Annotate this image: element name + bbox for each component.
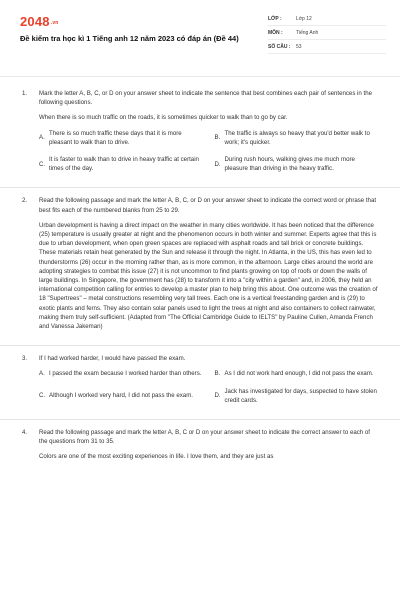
option-letter: C. — [39, 160, 46, 168]
reading-passage: Urban development is having a direct impact on the weather in many cities worldwide. It has been noticed that the difference (25) temperature is usually greater at night and the phenomenon occurs in both winter and summer. Experts agree that this is due to urban development, when open green spaces are replaced with asphalt roads and tall brick or concrete buildings. These materials retain heat generated by the Sun and release it through the night. In Atlanta, in the US, this has even led to thunderstorms (26) occur in the morning rather than, as is more common, in the afternoon. Large cities around the world are adopting strategies to combat this issue (27) it is not uncommon to find plants growing on top of roofs or down the walls of large buildings. In Singapore, the government has (28) to transform it into a "city within a garden" and, in 2006, they held an international competition calling for entries to develop a master plan to help bring this about. One outcome was the creation of 18 "Supertrees" – metal constructions resembling very tall trees. Each one is a vertical freestanding garden and is (29) to exotic plants and ferns. They also contain solar panels used to light the trees at night and also containers to collect rainwater, making them truly self-sufficient. (Adapted from "The Official Cambridge Guide to IELTS" by Pauline Cullen, Amanda French and Vanessa Jakeman) — [39, 221, 378, 331]
question-number: 2. — [22, 197, 28, 205]
option-d[interactable] — [215, 155, 379, 173]
question-prompt: Read the following passage and mark the letter A, B, C, or D on your answer sheet to indicate the correct word or phrase that best fits each of the numbered blanks from 25 to 29. — [39, 197, 377, 214]
question-body — [39, 196, 378, 337]
option-letter: B. — [214, 370, 221, 378]
option-text: Jack has investigated for days, suspected to have stolen credit cards. — [224, 387, 377, 404]
meta-row-count — [268, 40, 386, 54]
document-meta — [268, 12, 386, 68]
meta-label: SỐ CÂU : — [268, 43, 291, 50]
meta-label: LỚP : — [268, 15, 282, 22]
question-stem: When there is so much traffic on the roads, it is sometimes quicker to walk than to go by car. — [39, 114, 288, 122]
divider — [0, 419, 400, 420]
option-c[interactable] — [39, 155, 203, 173]
option-letter: D. — [214, 392, 221, 400]
question-1 — [22, 89, 378, 179]
meta-row-class — [268, 12, 386, 26]
option-letter: A. — [39, 370, 45, 378]
question-3 — [22, 354, 378, 411]
question-list — [0, 77, 400, 468]
option-c[interactable] — [39, 387, 203, 405]
question-prompt: If I had worked harder, I would have passed the exam. — [39, 355, 186, 363]
page-title: Đề kiểm tra học kì 1 Tiếng anh 12 năm 2023 có đáp án (Đề 44) — [20, 34, 239, 43]
option-letter: B. — [214, 134, 221, 142]
question-prompt: Mark the letter A, B, C, or D on your answer sheet to indicate the sentence that best combines each pair of sentences in the following questions. — [39, 90, 372, 107]
divider — [0, 345, 400, 346]
question-body — [39, 354, 378, 411]
option-b[interactable] — [215, 369, 379, 378]
meta-value: 53 — [296, 43, 302, 50]
site-logo[interactable] — [20, 14, 240, 29]
document-header — [0, 0, 400, 77]
question-body — [39, 428, 378, 468]
option-a[interactable] — [39, 369, 203, 378]
question-number: 1. — [22, 90, 28, 97]
option-a[interactable] — [39, 129, 203, 147]
reading-passage: Colors are one of the most exciting experiences in life. I love them, and they are just as — [39, 453, 274, 461]
option-text: During rush hours, walking gives me much more pleasure than driving in the heavy traffic. — [224, 156, 355, 173]
meta-row-subject — [268, 26, 386, 40]
meta-value: Tiếng Anh — [296, 29, 319, 36]
header-left — [20, 14, 240, 68]
option-text: The traffic is always so heavy that you'd better walk to work; it's quicker. — [224, 129, 370, 146]
option-text: There is so much traffic these days that it is more pleasant to walk than to drive. — [49, 129, 182, 146]
option-letter: A. — [39, 134, 45, 142]
question-number: 3. — [22, 355, 28, 363]
option-letter: D. — [214, 160, 221, 168]
option-text: Although I worked very hard, I did not pass the exam. — [49, 392, 193, 400]
logo-sub: .vn — [50, 19, 59, 26]
logo-main: 2048 — [20, 14, 50, 29]
question-2 — [22, 196, 378, 337]
answer-options — [39, 129, 378, 174]
option-text: As I did not work hard enough, I did not pass the exam. — [224, 370, 374, 378]
answer-options — [39, 369, 378, 405]
question-prompt: Read the following passage and mark the letter A, B, C or D on your answer sheet to indicate the correct answer to each of the questions from 31 to 35. — [39, 429, 370, 446]
option-letter: C. — [39, 392, 46, 400]
meta-value: Lớp 12 — [296, 15, 312, 22]
option-text: I passed the exam because I worked harder than others. — [49, 370, 202, 378]
option-b[interactable] — [215, 129, 379, 147]
divider — [0, 187, 400, 188]
question-number: 4. — [22, 429, 28, 437]
question-body — [39, 89, 378, 179]
question-4 — [22, 428, 378, 468]
option-text: It is faster to walk than to drive in heavy traffic at certain times of the day. — [49, 156, 199, 173]
meta-label: MÔN : — [268, 29, 283, 36]
option-d[interactable] — [215, 387, 379, 405]
